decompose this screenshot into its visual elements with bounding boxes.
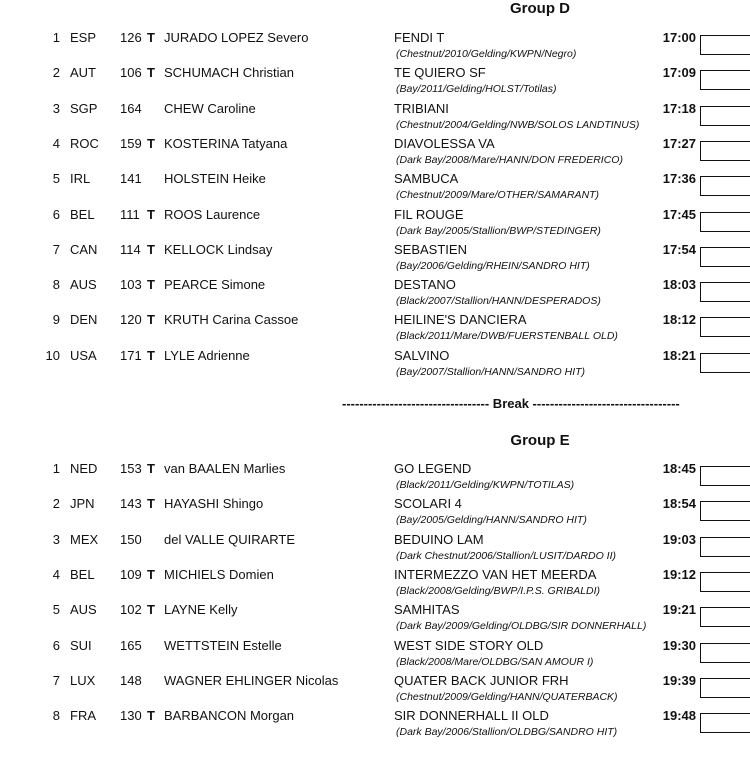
horse-name: SAMHITAS: [394, 602, 460, 618]
start-number: 2: [52, 496, 60, 512]
start-time: 19:30: [662, 637, 696, 653]
horse-name: FIL ROUGE: [394, 206, 464, 222]
t-mark: T: [147, 496, 155, 512]
horse-details: (Dark Bay/2006/Stallion/OLDBG/SANDRO HIT): [396, 726, 618, 739]
nation: AUS: [70, 277, 97, 293]
rider-name: BARBANCON Morgan: [164, 708, 295, 724]
nation: LUX: [70, 672, 96, 688]
horse-name: FENDI T: [394, 30, 445, 45]
horse-details: (Chestnut/2010/Gelding/KWPN/Negro): [396, 48, 577, 60]
horse-details: (Black/2011/Gelding/KWPN/TOTILAS): [396, 479, 575, 491]
start-number: 2: [52, 65, 60, 81]
bib-number: 153: [120, 461, 142, 476]
entry-row: [0, 239, 750, 275]
horse-details: (Chestnut/2004/Gelding/NWB/SOLOS LANDTINUS): [396, 118, 640, 131]
start-time: 17:18: [662, 100, 696, 116]
bib-number: 109: [120, 566, 142, 582]
start-number: 7: [52, 672, 60, 688]
start-number: 5: [52, 602, 60, 618]
nation: JPN: [70, 496, 95, 512]
rider-name: KRUTH Carina Cassoe: [164, 312, 299, 328]
rider-name: WETTSTEIN Estelle: [164, 637, 282, 653]
horse-name: SIR DONNERHALL II OLD: [394, 708, 549, 724]
rider-name: CHEW Caroline: [164, 100, 256, 116]
start-number: 8: [52, 277, 60, 293]
start-number: 5: [52, 171, 60, 187]
start-time: 18:03: [662, 277, 696, 293]
break-separator: ---------------------------------- Break ----------------------------------: [342, 396, 680, 411]
start-number: 6: [52, 206, 60, 222]
horse-name: QUATER BACK JUNIOR FRH: [394, 672, 569, 688]
horse-details: (Dark Bay/2005/Stallion/BWP/STEDINGER): [396, 224, 601, 237]
score-box: [700, 353, 750, 373]
horse-details: (Chestnut/2009/Gelding/HANN/QUATERBACK): [396, 690, 618, 703]
score-box: [700, 141, 750, 161]
start-number: 3: [52, 531, 60, 547]
bib-number: 111: [120, 206, 140, 222]
t-mark: T: [147, 65, 155, 81]
horse-name: HEILINE'S DANCIERA: [394, 312, 527, 328]
start-number: 7: [52, 241, 60, 257]
start-number: 10: [45, 347, 60, 363]
horse-details: (Bay/2006/Gelding/RHEIN/SANDRO HIT): [396, 259, 590, 272]
entry-row: [0, 274, 750, 310]
start-number: 4: [52, 566, 60, 582]
start-number: 3: [52, 100, 60, 116]
bib-number: 165: [120, 637, 142, 653]
group-e-title: Group E: [510, 432, 570, 449]
bib-number: 126: [120, 30, 142, 45]
rider-name: del VALLE QUIRARTE: [164, 531, 296, 547]
horse-name: WEST SIDE STORY OLD: [394, 637, 544, 653]
rider-name: HAYASHI Shingo: [164, 496, 264, 512]
rider-name: ROOS Laurence: [164, 206, 261, 222]
nation: CAN: [70, 241, 98, 257]
score-box: [700, 106, 750, 126]
bib-number: 114: [120, 241, 141, 257]
score-box: [700, 212, 750, 232]
start-time: 18:45: [662, 461, 696, 476]
entry-row: [0, 133, 750, 169]
nation: AUT: [70, 65, 96, 81]
score-box: [700, 678, 750, 698]
rider-name: LYLE Adrienne: [164, 347, 250, 363]
horse-details: (Black/2011/Mare/DWB/FUERSTENBALL OLD): [396, 330, 618, 343]
horse-name: INTERMEZZO VAN HET MEERDA: [394, 566, 597, 582]
nation: BEL: [70, 566, 95, 582]
t-mark: T: [147, 206, 155, 222]
rider-name: LAYNE Kelly: [164, 602, 238, 618]
t-mark: T: [147, 347, 155, 363]
horse-details: (Black/2008/Mare/OLDBG/SAN AMOUR I): [396, 655, 594, 668]
score-box: [700, 35, 750, 55]
nation: SGP: [70, 100, 98, 116]
score-box: [700, 501, 750, 521]
entry-row: [0, 493, 750, 529]
t-mark: T: [147, 566, 155, 582]
start-number: 8: [52, 708, 60, 724]
horse-details: (Black/2007/Stallion/HANN/DESPERADOS): [396, 295, 601, 308]
rider-name: KOSTERINA Tatyana: [164, 135, 288, 151]
nation: SUI: [70, 637, 92, 653]
bib-number: 141: [120, 171, 142, 187]
bib-number: 102: [120, 602, 142, 618]
rider-name: van BAALEN Marlies: [164, 461, 286, 476]
start-time: 19:03: [662, 531, 696, 547]
rider-name: HOLSTEIN Heike: [164, 171, 266, 187]
bib-number: 148: [120, 672, 142, 688]
nation: ROC: [70, 135, 99, 151]
start-time: 19:21: [662, 602, 696, 618]
nation: IRL: [70, 171, 91, 187]
rider-name: PEARCE Simone: [164, 277, 266, 293]
score-box: [700, 537, 750, 557]
horse-name: SALVINO: [394, 347, 450, 363]
start-number: 1: [52, 30, 60, 45]
score-box: [700, 176, 750, 196]
t-mark: T: [147, 277, 155, 293]
start-number: 9: [52, 312, 60, 328]
horse-name: SCOLARI 4: [394, 496, 462, 512]
start-time: 17:00: [662, 30, 696, 45]
horse-name: BEDUINO LAM: [394, 531, 484, 547]
bib-number: 120: [120, 312, 142, 328]
nation: FRA: [70, 708, 96, 724]
start-time: 18:21: [662, 347, 696, 363]
entry-row: [0, 670, 750, 706]
horse-name: TE QUIERO SF: [394, 65, 486, 81]
score-box: [700, 643, 750, 663]
start-time: 18:54: [662, 496, 696, 512]
entry-row: [0, 529, 750, 565]
group-d-title: Group D: [510, 0, 570, 17]
entry-row: [0, 204, 750, 240]
entry-row: [0, 62, 750, 98]
entry-row: [0, 345, 750, 381]
horse-name: TRIBIANI: [394, 100, 449, 116]
t-mark: T: [147, 312, 155, 328]
score-box: [700, 70, 750, 90]
entry-row: [0, 458, 750, 494]
bib-number: 143: [120, 496, 142, 512]
bib-number: 159: [120, 135, 142, 151]
horse-details: (Dark Bay/2008/Mare/HANN/DON FREDERICO): [396, 153, 623, 166]
bib-number: 150: [120, 531, 142, 547]
bib-number: 130: [120, 708, 142, 724]
start-time: 17:27: [662, 135, 696, 151]
horse-details: (Black/2008/Gelding/BWP/I.P.S. GRIBALDI): [396, 584, 601, 597]
horse-name: SEBASTIEN: [394, 241, 467, 257]
entry-row: [0, 27, 750, 63]
nation: AUS: [70, 602, 97, 618]
t-mark: T: [147, 461, 155, 476]
nation: USA: [70, 347, 97, 363]
start-time: 19:12: [662, 566, 696, 582]
start-number: 6: [52, 637, 60, 653]
entry-row: [0, 309, 750, 345]
start-number: 4: [52, 135, 60, 151]
nation: BEL: [70, 206, 95, 222]
start-time: 17:09: [662, 65, 696, 81]
score-box: [700, 572, 750, 592]
horse-details: (Bay/2007/Stallion/HANN/SANDRO HIT): [396, 365, 586, 378]
score-box: [700, 317, 750, 337]
start-time: 17:36: [662, 171, 696, 187]
t-mark: T: [147, 135, 155, 151]
rider-name: MICHIELS Domien: [164, 566, 274, 582]
horse-details: (Bay/2011/Gelding/HOLST/Totilas): [396, 83, 557, 96]
nation: NED: [70, 461, 98, 476]
start-time: 17:45: [662, 206, 696, 222]
nation: DEN: [70, 312, 98, 328]
t-mark: T: [147, 602, 155, 618]
rider-name: KELLOCK Lindsay: [164, 241, 273, 257]
score-box: [700, 466, 750, 486]
start-time: 17:54: [662, 241, 696, 257]
start-time: 19:48: [662, 708, 696, 724]
t-mark: T: [147, 241, 155, 257]
entry-row: [0, 168, 750, 204]
rider-name: SCHUMACH Christian: [164, 65, 295, 81]
horse-details: (Chestnut/2009/Mare/OTHER/SAMARANT): [396, 189, 600, 202]
bib-number: 171: [120, 347, 142, 363]
horse-name: DIAVOLESSA VA: [394, 135, 495, 151]
entry-row: [0, 599, 750, 635]
t-mark: T: [147, 708, 155, 724]
horse-details: (Dark Bay/2009/Gelding/OLDBG/SIR DONNERHALL): [396, 620, 647, 633]
score-box: [700, 247, 750, 267]
entry-row: [0, 705, 750, 741]
horse-name: SAMBUCA: [394, 171, 459, 187]
start-time: 19:39: [662, 672, 696, 688]
bib-number: 164: [120, 100, 142, 116]
entry-row: [0, 98, 750, 134]
entry-row: [0, 635, 750, 671]
score-box: [700, 713, 750, 733]
horse-details: (Bay/2005/Gelding/HANN/SANDRO HIT): [396, 514, 587, 527]
horse-name: DESTANO: [394, 277, 456, 293]
bib-number: 106: [120, 65, 142, 81]
rider-name: WAGNER EHLINGER Nicolas: [164, 672, 339, 688]
start-time: 18:12: [662, 312, 696, 328]
score-box: [700, 282, 750, 302]
score-box: [700, 607, 750, 627]
rider-name: JURADO LOPEZ Severo: [164, 30, 309, 45]
nation: ESP: [70, 30, 97, 45]
bib-number: 103: [120, 277, 142, 293]
nation: MEX: [70, 531, 99, 547]
start-number: 1: [52, 461, 60, 476]
entry-row: [0, 564, 750, 600]
horse-name: GO LEGEND: [394, 461, 472, 476]
horse-details: (Dark Chestnut/2006/Stallion/LUSIT/DARDO II): [396, 549, 616, 562]
t-mark: T: [147, 30, 155, 45]
